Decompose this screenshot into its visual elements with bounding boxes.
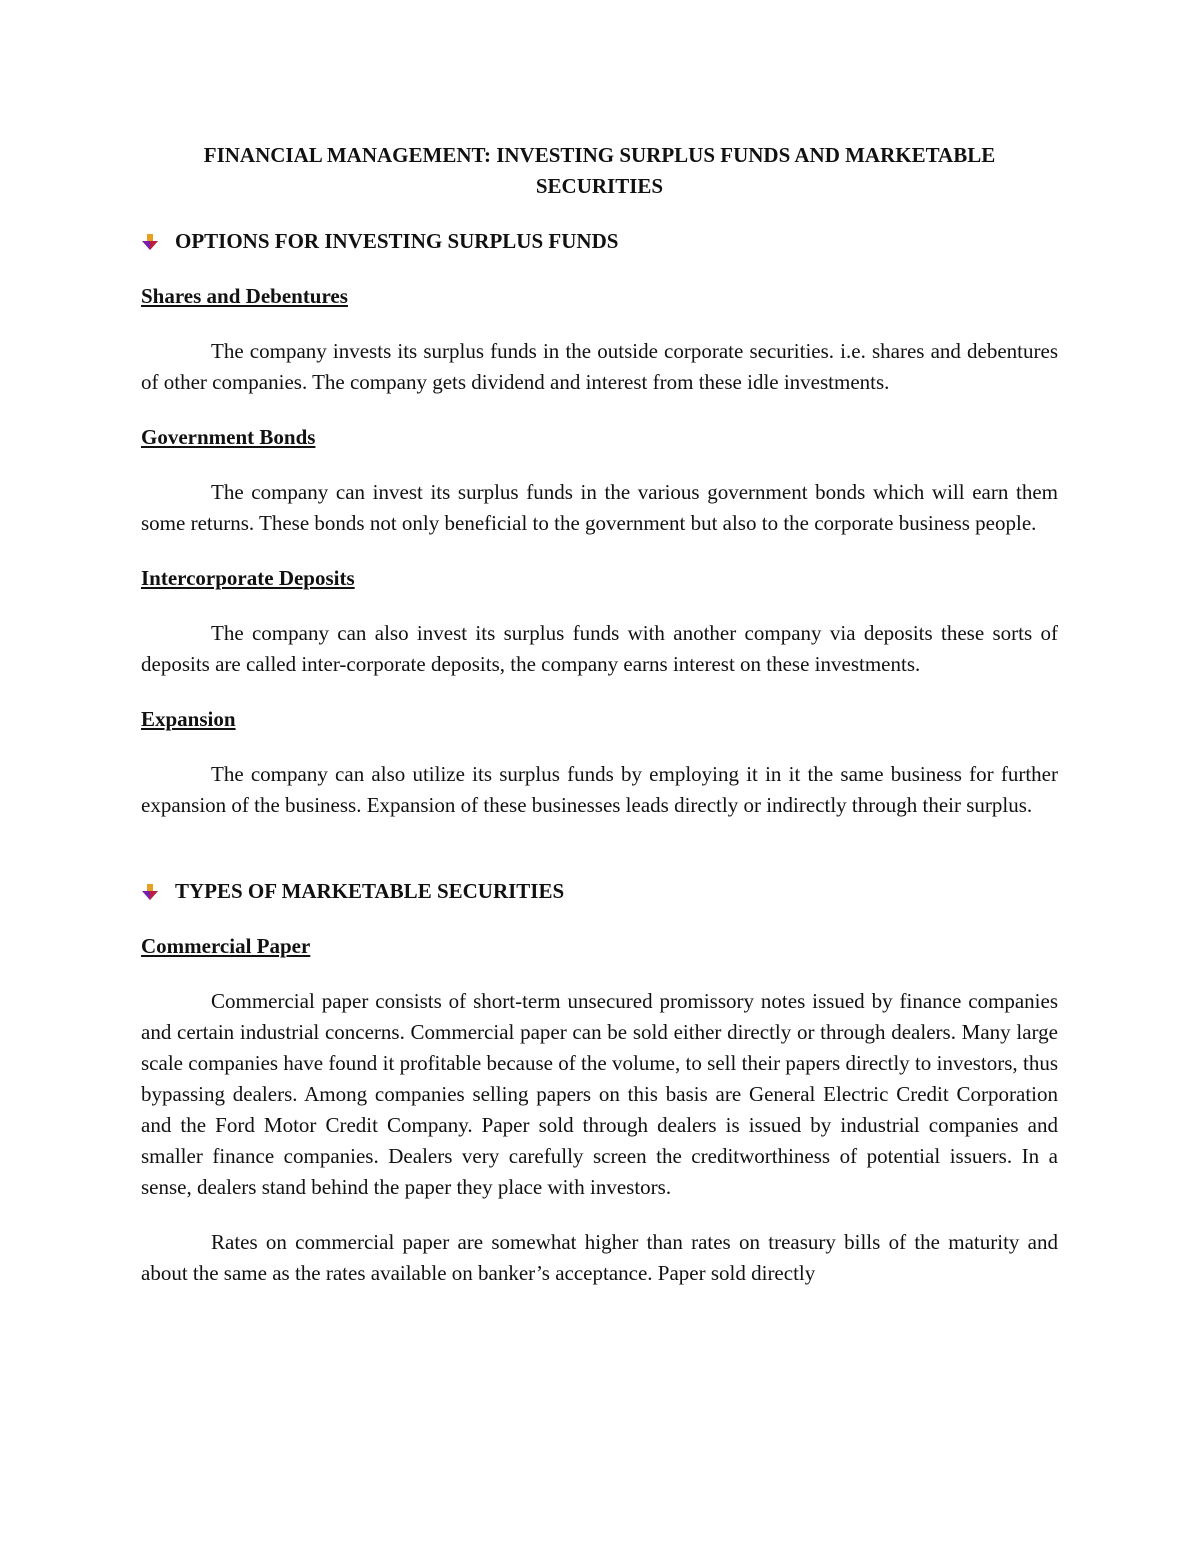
subheading-shares-debentures: Shares and Debentures	[141, 284, 348, 308]
section-heading-label: TYPES OF MARKETABLE SECURITIES	[175, 879, 565, 903]
document-title: FINANCIAL MANAGEMENT: INVESTING SURPLUS FUNDS AND MARKETABLE SECURITIES	[203, 143, 996, 198]
section-heading-label: OPTIONS FOR INVESTING SURPLUS FUNDS	[175, 229, 619, 253]
paragraph-shares-debentures: The company invests its surplus funds in the outside corporate securities. i.e. shares and debentures of other companies. The company gets dividend and interest from these idle investments.	[141, 339, 1058, 394]
section-heading-options	[141, 226, 1058, 257]
paragraph-commercial-paper-1: Commercial paper consists of short-term unsecured promissory notes issued by finance companies and certain industrial concerns. Commercial paper can be sold either directly or through dealers. Many large scale companies have found it profitable because of the volume, to sell their papers directly to investors, thus bypassing dealers. Among companies selling papers on this basis are General Electric Credit Corporation and the Ford Motor Credit Company. Paper sold through dealers is issued by industrial companies and smaller finance companies. Dealers very carefully screen the creditworthiness of potential issuers. In a sense, dealers stand behind the paper they place with investors.	[141, 989, 1058, 1199]
subheading-commercial-paper: Commercial Paper	[141, 934, 311, 958]
paragraph-government-bonds: The company can invest its surplus funds in the various government bonds which will earn them some returns. These bonds not only beneficial to the government but also to the corporate business people.	[141, 480, 1058, 535]
paragraph-expansion: The company can also utilize its surplus funds by employing it in it the same business for further expansion of the business. Expansion of these businesses leads directly or indirectly through their surplus.	[141, 762, 1058, 817]
section-heading-marketable-securities	[141, 876, 1058, 907]
document-page	[141, 140, 1058, 1289]
subheading-expansion: Expansion	[141, 707, 236, 731]
paragraph-intercorporate-deposits: The company can also invest its surplus funds with another company via deposits these sorts of deposits are called inter-corporate deposits, the company earns interest on these investments.	[141, 621, 1058, 676]
subheading-government-bonds: Government Bonds	[141, 425, 316, 449]
arrow-bullet-icon	[141, 233, 159, 251]
subheading-intercorporate-deposits: Intercorporate Deposits	[141, 566, 355, 590]
paragraph-commercial-paper-2: Rates on commercial paper are somewhat higher than rates on treasury bills of the maturity and about the same as the rates available on banker’s acceptance. Paper sold directly	[141, 1230, 1058, 1285]
arrow-bullet-icon	[141, 883, 159, 901]
